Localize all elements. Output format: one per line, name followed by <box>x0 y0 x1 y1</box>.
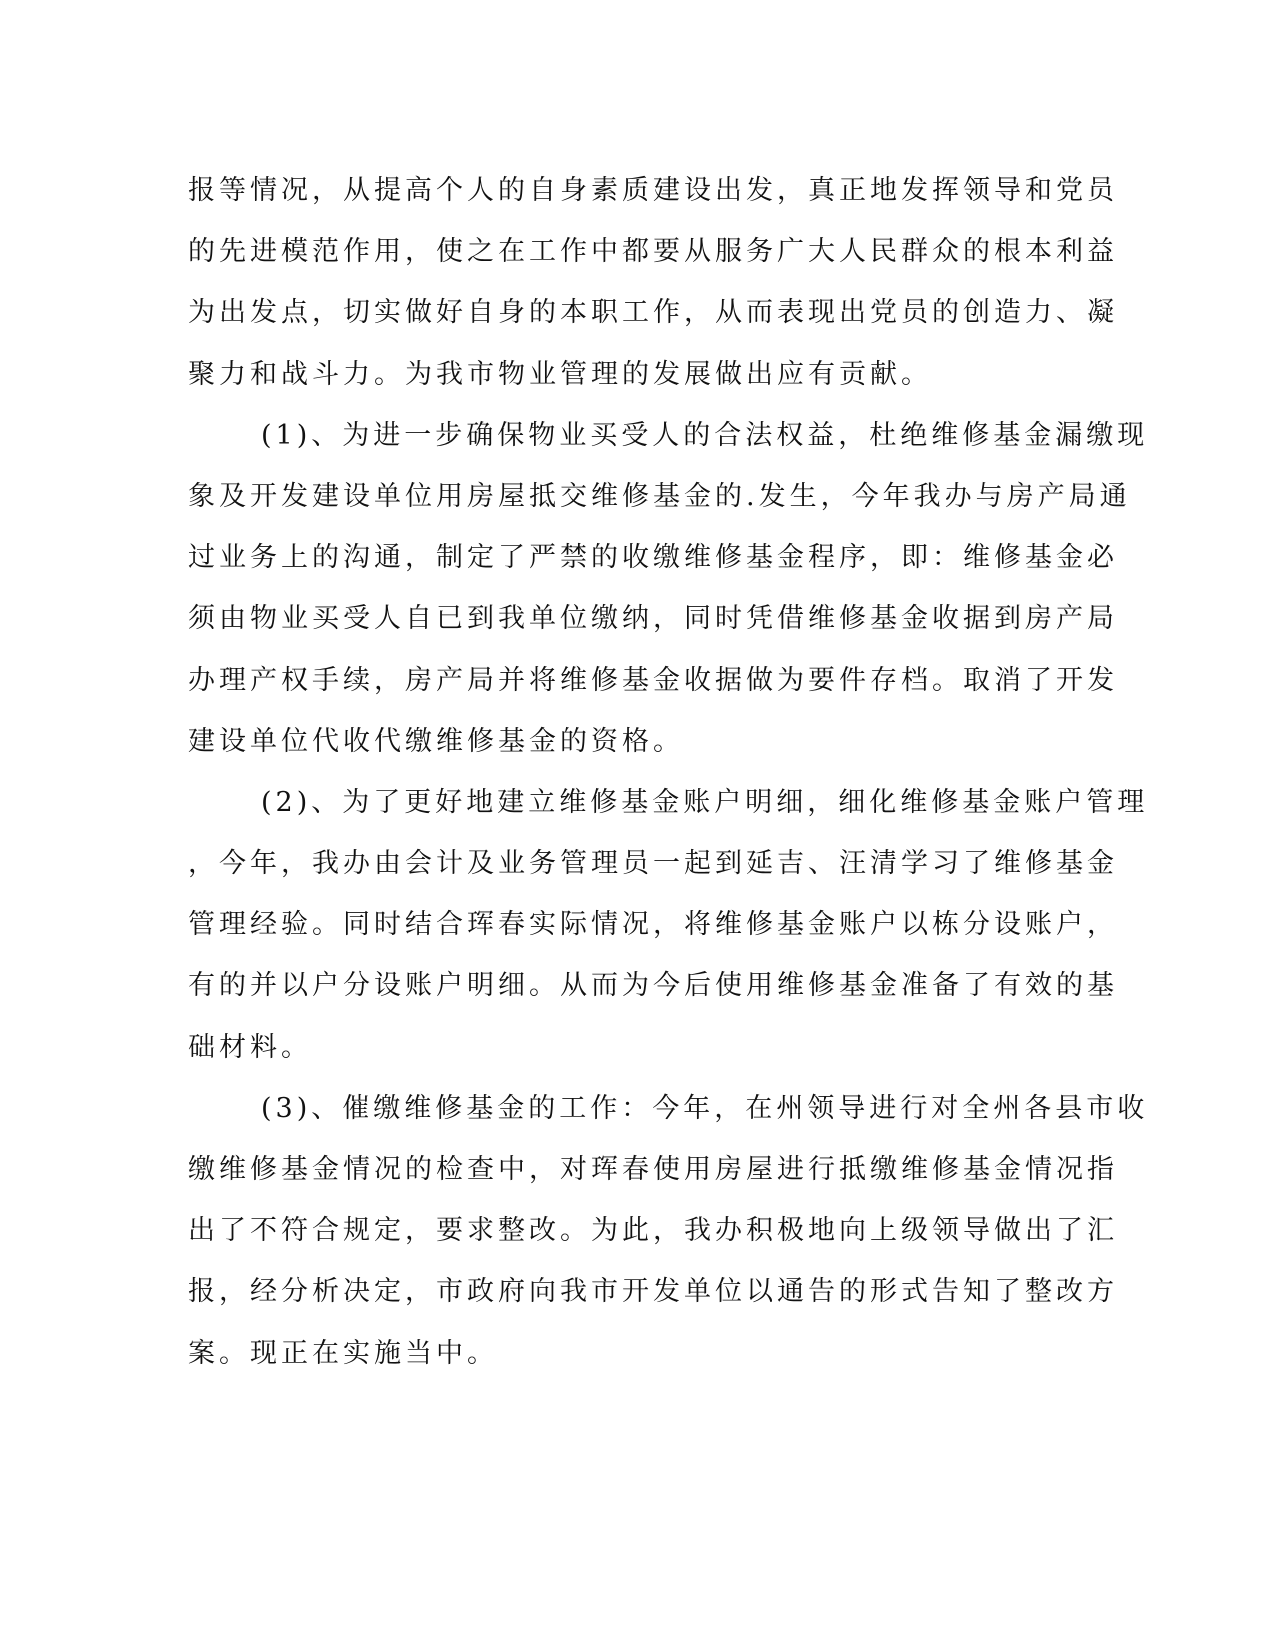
document-body <box>188 160 1149 1384</box>
text-line: 缴维修基金情况的检查中，对珲春使用房屋进行抵缴维修基金情况指 <box>188 1154 1118 1185</box>
text-line: 报，经分析决定，市政府向我市开发单位以通告的形式告知了整改方 <box>188 1276 1118 1308</box>
text-line: 过业务上的沟通，制定了严禁的收缴维修基金程序，即：维修基金必 <box>188 542 1118 574</box>
text-line: 案。现正在实施当中。 <box>188 1337 498 1369</box>
paragraph-item-1 <box>188 405 1149 772</box>
text-line: 须由物业买受人自已到我单位缴纳，同时凭借维修基金收据到房产局 <box>188 603 1118 635</box>
text-line: 报等情况，从提高个人的自身素质建设出发，真正地发挥领导和党员 <box>188 175 1118 206</box>
text-line: 建设单位代收代缴维修基金的资格。 <box>188 725 684 757</box>
text-line: 出了不符合规定，要求整改。为此，我办积极地向上级领导做出了汇 <box>188 1215 1118 1247</box>
text-line: 础材料。 <box>188 1031 312 1063</box>
text-line: ，今年，我办由会计及业务管理员一起到延吉、汪清学习了维修基金 <box>188 848 1118 880</box>
paragraph-continuation <box>188 160 1118 405</box>
paragraph-item-3 <box>188 1078 1149 1384</box>
text-line: 办理产权手续，房产局并将维修基金收据做为要件存档。取消了开发 <box>188 664 1118 696</box>
text-line: (1)、为进一步确保物业买受人的合法权益，杜绝维修基金漏缴现 <box>261 419 1149 451</box>
paragraph-item-2 <box>188 772 1149 1078</box>
text-line: (2)、为了更好地建立维修基金账户明细，细化维修基金账户管理 <box>261 786 1149 818</box>
text-line: (3)、催缴维修基金的工作：今年，在州领导进行对全州各县市收 <box>261 1092 1149 1124</box>
text-line: 为出发点，切实做好自身的本职工作，从而表现出党员的创造力、凝 <box>188 297 1118 329</box>
text-line: 的先进模范作用，使之在工作中都要从服务广大人民群众的根本利益 <box>188 236 1118 268</box>
text-line: 管理经验。同时结合珲春实际情况，将维修基金账户以栋分设账户， <box>188 909 1118 941</box>
text-line: 有的并以户分设账户明细。从而为今后使用维修基金准备了有效的基 <box>188 970 1118 1002</box>
text-line: 聚力和战斗力。为我市物业管理的发展做出应有贡献。 <box>188 358 932 390</box>
text-line: 象及开发建设单位用房屋抵交维修基金的.发生，今年我办与房产局通 <box>188 480 1131 512</box>
